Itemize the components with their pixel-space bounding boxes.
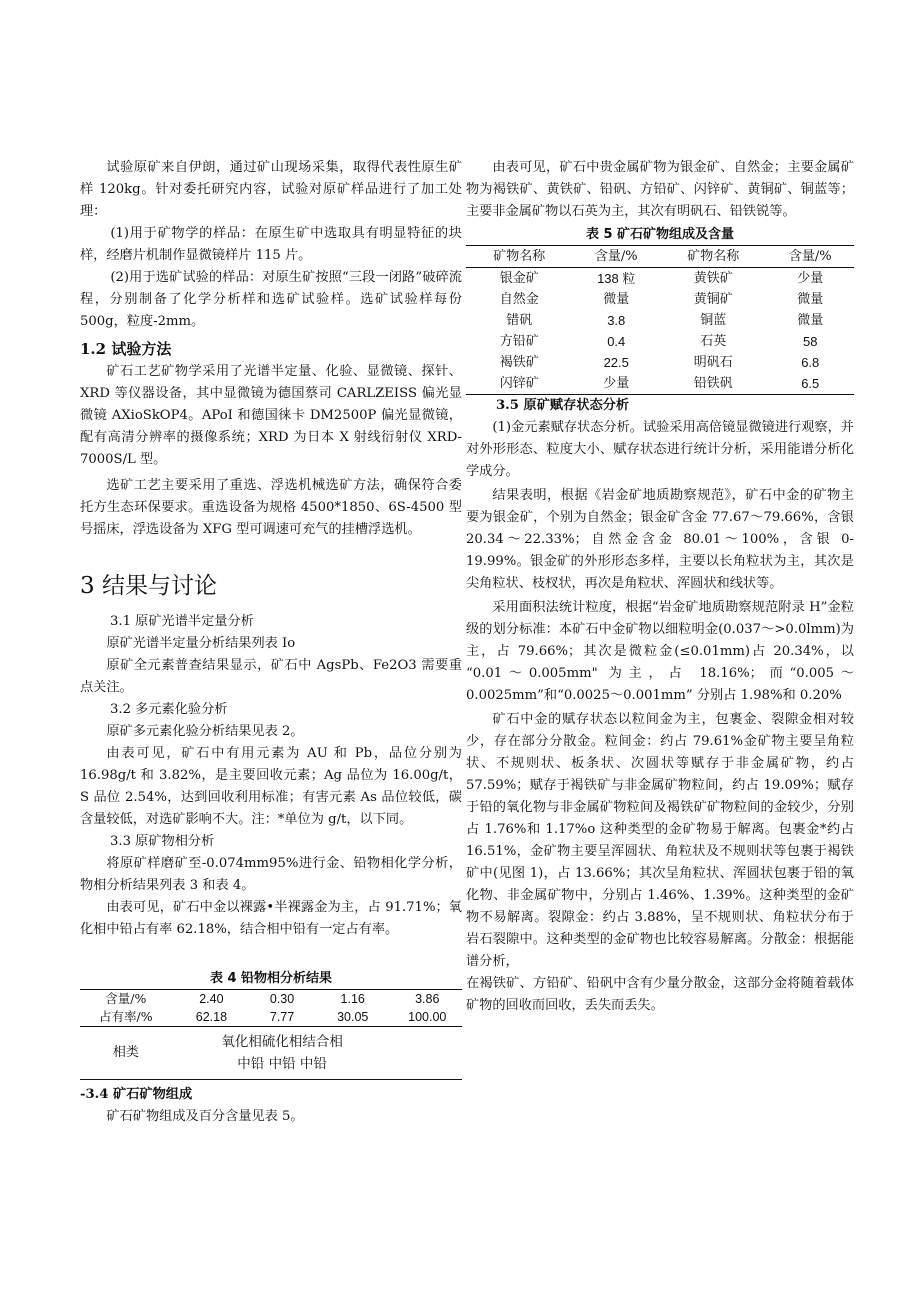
table-cell: 石英 — [700, 334, 727, 349]
table-cell: 方铅矿 — [499, 334, 539, 349]
table-4 — [80, 969, 462, 1080]
subsection-heading: 3.2 多元素化验分析 — [110, 702, 228, 717]
table-row — [466, 373, 854, 395]
table-cell: 少量 — [797, 271, 824, 286]
paragraph: 原矿光谱半定量分析结果列表 Io — [106, 636, 296, 651]
table-cell: 138 粒 — [597, 271, 636, 286]
table-row — [466, 268, 854, 290]
table-cell: 7.77 — [251, 1008, 313, 1027]
paragraph: 选矿工艺主要采用了重选、浮选机械选矿方法，确保符合委托方生态环保要求。重选设备为规格 4500*1850、6S-4500 型号摇床，浮选设备为 XFG 型可调速可充气的挂槽浮选机。 — [80, 478, 462, 537]
table-row — [466, 289, 854, 310]
paragraph: 矿石中金的赋存状态以粒间金为主，包裹金、裂隙金相对较少，存在部分分散金。粒间金：约占 79.61%金矿物主要呈角粒状、不规则状、板条状、次圆状等赋存于非金属矿物，约占 57.59%；赋存于褐铁矿与非金属矿物粒间，约占 19.09%；赋存于铅的氧化物与非金属矿物粒间及褐铁矿矿物粒间的金较少，分别占 1.76%和 1.17%o 这种类型的金矿物易于解离。包裹金*约占 16.51%，金矿物主要呈浑圆状、角粒状及不规则状等包裹于褐铁矿中(见图 1)，占 13.66%；其次呈角粒状、浑圆状包裹于铅的氧化物、非金属矿物中，分别占 1.46%、1.39%。这种类型的金矿物不易解离。裂隙金：约占 3.88%，呈不规则状、角粒状分布于岩石裂隙中。这种类型的金矿物也比较容易解离。分散金：根据能谱分析， — [466, 712, 854, 969]
table-cell: 明矾石 — [693, 355, 733, 370]
table-header: 含量/% — [573, 246, 660, 268]
table-row — [466, 331, 854, 352]
table-cell: 铅铁矾 — [660, 373, 767, 395]
paragraph: 采用面积法统计粒度，根据“岩金矿地质勘察规范附录 H”金粒级的划分标准：本矿石中金矿物以细粒明金(0.037～>0.0lmm)为主，占 79.66%；其次是微粒金(≤0.01mm)占 20.34%，以 “0.01～0.005mm" 为主，占 18.16%；而“0.005～0.0025mm”和“0.0025～0.001mm” 分别占 1.98%和 0.20% — [466, 600, 854, 703]
table-cell: 褐铁矿 — [499, 355, 539, 370]
table-cell: 错矾 — [506, 313, 533, 328]
left-column — [80, 157, 462, 1128]
table-cell: 6.8 — [801, 355, 820, 370]
table-cell: 微量 — [797, 313, 824, 328]
paragraph: (1)金元素赋存状态分析。试验采用高倍镜显微镜进行观察，并对外形形态、粒度大小、赋存状态进行统计分析，采用能谱分析化学成分。 — [466, 420, 854, 479]
mineral-table — [466, 245, 854, 395]
table-cell: 银金矿 — [499, 271, 539, 286]
row-label: 占有率/% — [80, 1008, 172, 1027]
column-headers — [172, 1027, 393, 1080]
table-cell: 0.30 — [251, 990, 313, 1009]
table-cell: 自然金 — [499, 292, 539, 307]
table-cell: 62.18 — [172, 1008, 251, 1027]
table-cell: 58 — [803, 334, 818, 349]
table-cell: 黄铁矿 — [693, 271, 733, 286]
paragraph: 试验原矿来自伊朗，通过矿山现场采集，取得代表性原生矿样 120kg。针对委托研究内容，试验对原矿样品进行了加工处理： — [80, 160, 462, 219]
table-caption: 表 4 铅物相分析结果 — [209, 971, 333, 986]
paragraph: 由表可见，矿石中金以裸露•半裸露金为主，占 91.71%；氧化相中铅占有率 62.18%，结合相中铅有一定占有率。 — [80, 900, 462, 937]
subsection-heading: 3.1 原矿光谱半定量分析 — [110, 614, 254, 629]
paragraph: (2)用于选矿试验的样品：对原生矿按照“三段一闭路”破碎流程，分别制备了化学分析样和选矿试验样。选矿试验样每份 500g，粒度-2mm。 — [80, 270, 462, 329]
table-header: 含量/% — [766, 246, 854, 268]
column-header-line: 中铅 中铅 中铅 — [237, 1056, 327, 1072]
table-cell: 0.4 — [607, 334, 626, 349]
chapter-title: 3 结果与讨论 — [80, 573, 217, 599]
subsection-heading: 3.3 原矿物相分析 — [110, 834, 215, 849]
table-5 — [466, 225, 854, 395]
lead-phase-table — [80, 989, 462, 1080]
subsection-heading: 3.5 原矿赋存状态分析 — [496, 398, 630, 413]
paragraph: 将原矿样磨矿至-0.074mm95%进行金、铅物相化学分析，物相分析结果列表 3 和表 4。 — [80, 856, 462, 893]
table-cell: 6.5 — [766, 373, 854, 395]
table-row — [466, 352, 854, 373]
table-cell: 100.00 — [392, 1008, 462, 1027]
table-header: 矿物名称 — [466, 246, 573, 268]
table-cell: 2.40 — [172, 990, 251, 1009]
table-cell: 22.5 — [603, 355, 629, 370]
section-heading-1-2: 1.2 试验方法 — [80, 340, 172, 358]
subsection-heading: -3.4 矿石矿物组成 — [80, 1087, 193, 1102]
table-cell: 黄铜矿 — [693, 292, 733, 307]
paragraph: 原矿全元素普查结果显示，矿石中 AgsPb、Fe2O3 需要重点关注。 — [80, 658, 462, 695]
table-cell: 微量 — [603, 292, 630, 307]
table-cell: 3.86 — [392, 990, 462, 1009]
table-header: 矿物名称 — [660, 246, 767, 268]
column-header-line: 氧化相硫化相结合相 — [221, 1034, 343, 1050]
paragraph: 原矿多元素化验分析结果见表 2。 — [106, 724, 304, 739]
table-cell: 微量 — [797, 292, 824, 307]
paragraph: (1)用于矿物学的样品：在原生矿中选取具有明显特征的块样，经磨片机制作显微镜样片 115 片。 — [80, 226, 462, 263]
paragraph: 在褐铁矿、方铅矿、铅矾中含有少量分散金，这部分金将随着载体矿物的回收而回收，丢失而丢失。 — [466, 976, 854, 1013]
table-row — [466, 310, 854, 331]
table-cell: 3.8 — [607, 313, 626, 328]
paragraph: 结果表明，根据《岩金矿地质勘察规范》，矿石中金的矿物主要为银金矿，个别为自然金；银金矿含金 77.67～79.66%，含银 20.34～22.33%；自然金含金 80.01～100%，含银 0-19.99%。银金矿的外形形态多样，主要以长角粒状为主，其次是尖角粒状、枝杈状，再次是角粒状、浑圆状和线状等。 — [466, 488, 854, 591]
paragraph: 矿石工艺矿物学采用了光谱半定量、化验、显微镜、探针、XRD 等仪器设备，其中显微镜为德国蔡司 CARLZEISS 偏光显微镜 AXioSkOP4。APoI 和德国徕卡 DM2500P 偏光显微镜，配有高清分辨率的摄像系统；XRD 为日本 X 射线衍射仪 XRD-7000S/L 型。 — [80, 364, 462, 467]
table-cell: 1.16 — [313, 990, 393, 1009]
column-label: 相类 — [80, 1027, 172, 1080]
paragraph: 由表可见，矿石中贵金属矿物为银金矿、自然金；主要金属矿物为褐铁矿、黄铁矿、铅矾、方铅矿、闪锌矿、黄铜矿、铜蓝等；主要非金属矿物以石英为主，其次有明矾石、铅铁锐等。 — [466, 160, 854, 219]
table-cell: 少量 — [573, 373, 660, 395]
table-cell: 闪锌矿 — [466, 373, 573, 395]
table-cell: 30.05 — [313, 1008, 393, 1027]
table-cell: 铜蓝 — [700, 313, 727, 328]
paragraph: 由表可见，矿石中有用元素为 AU 和 Pb，品位分别为 16.98g/t 和 3.82%，是主要回收元素；Ag 品位为 16.00g/t，S 品位 2.54%，达到回收利用标准；有害元素 As 品位较低，碳含量较低，对选矿影响不大。注：*单位为 g/t，以下同。 — [80, 746, 462, 827]
paragraph: 矿石矿物组成及百分含量见表 5。 — [106, 1109, 304, 1124]
row-label: 含量/% — [80, 990, 172, 1009]
table-caption: 表 5 矿石矿物组成及含量 — [585, 227, 735, 242]
right-column — [466, 157, 854, 1017]
